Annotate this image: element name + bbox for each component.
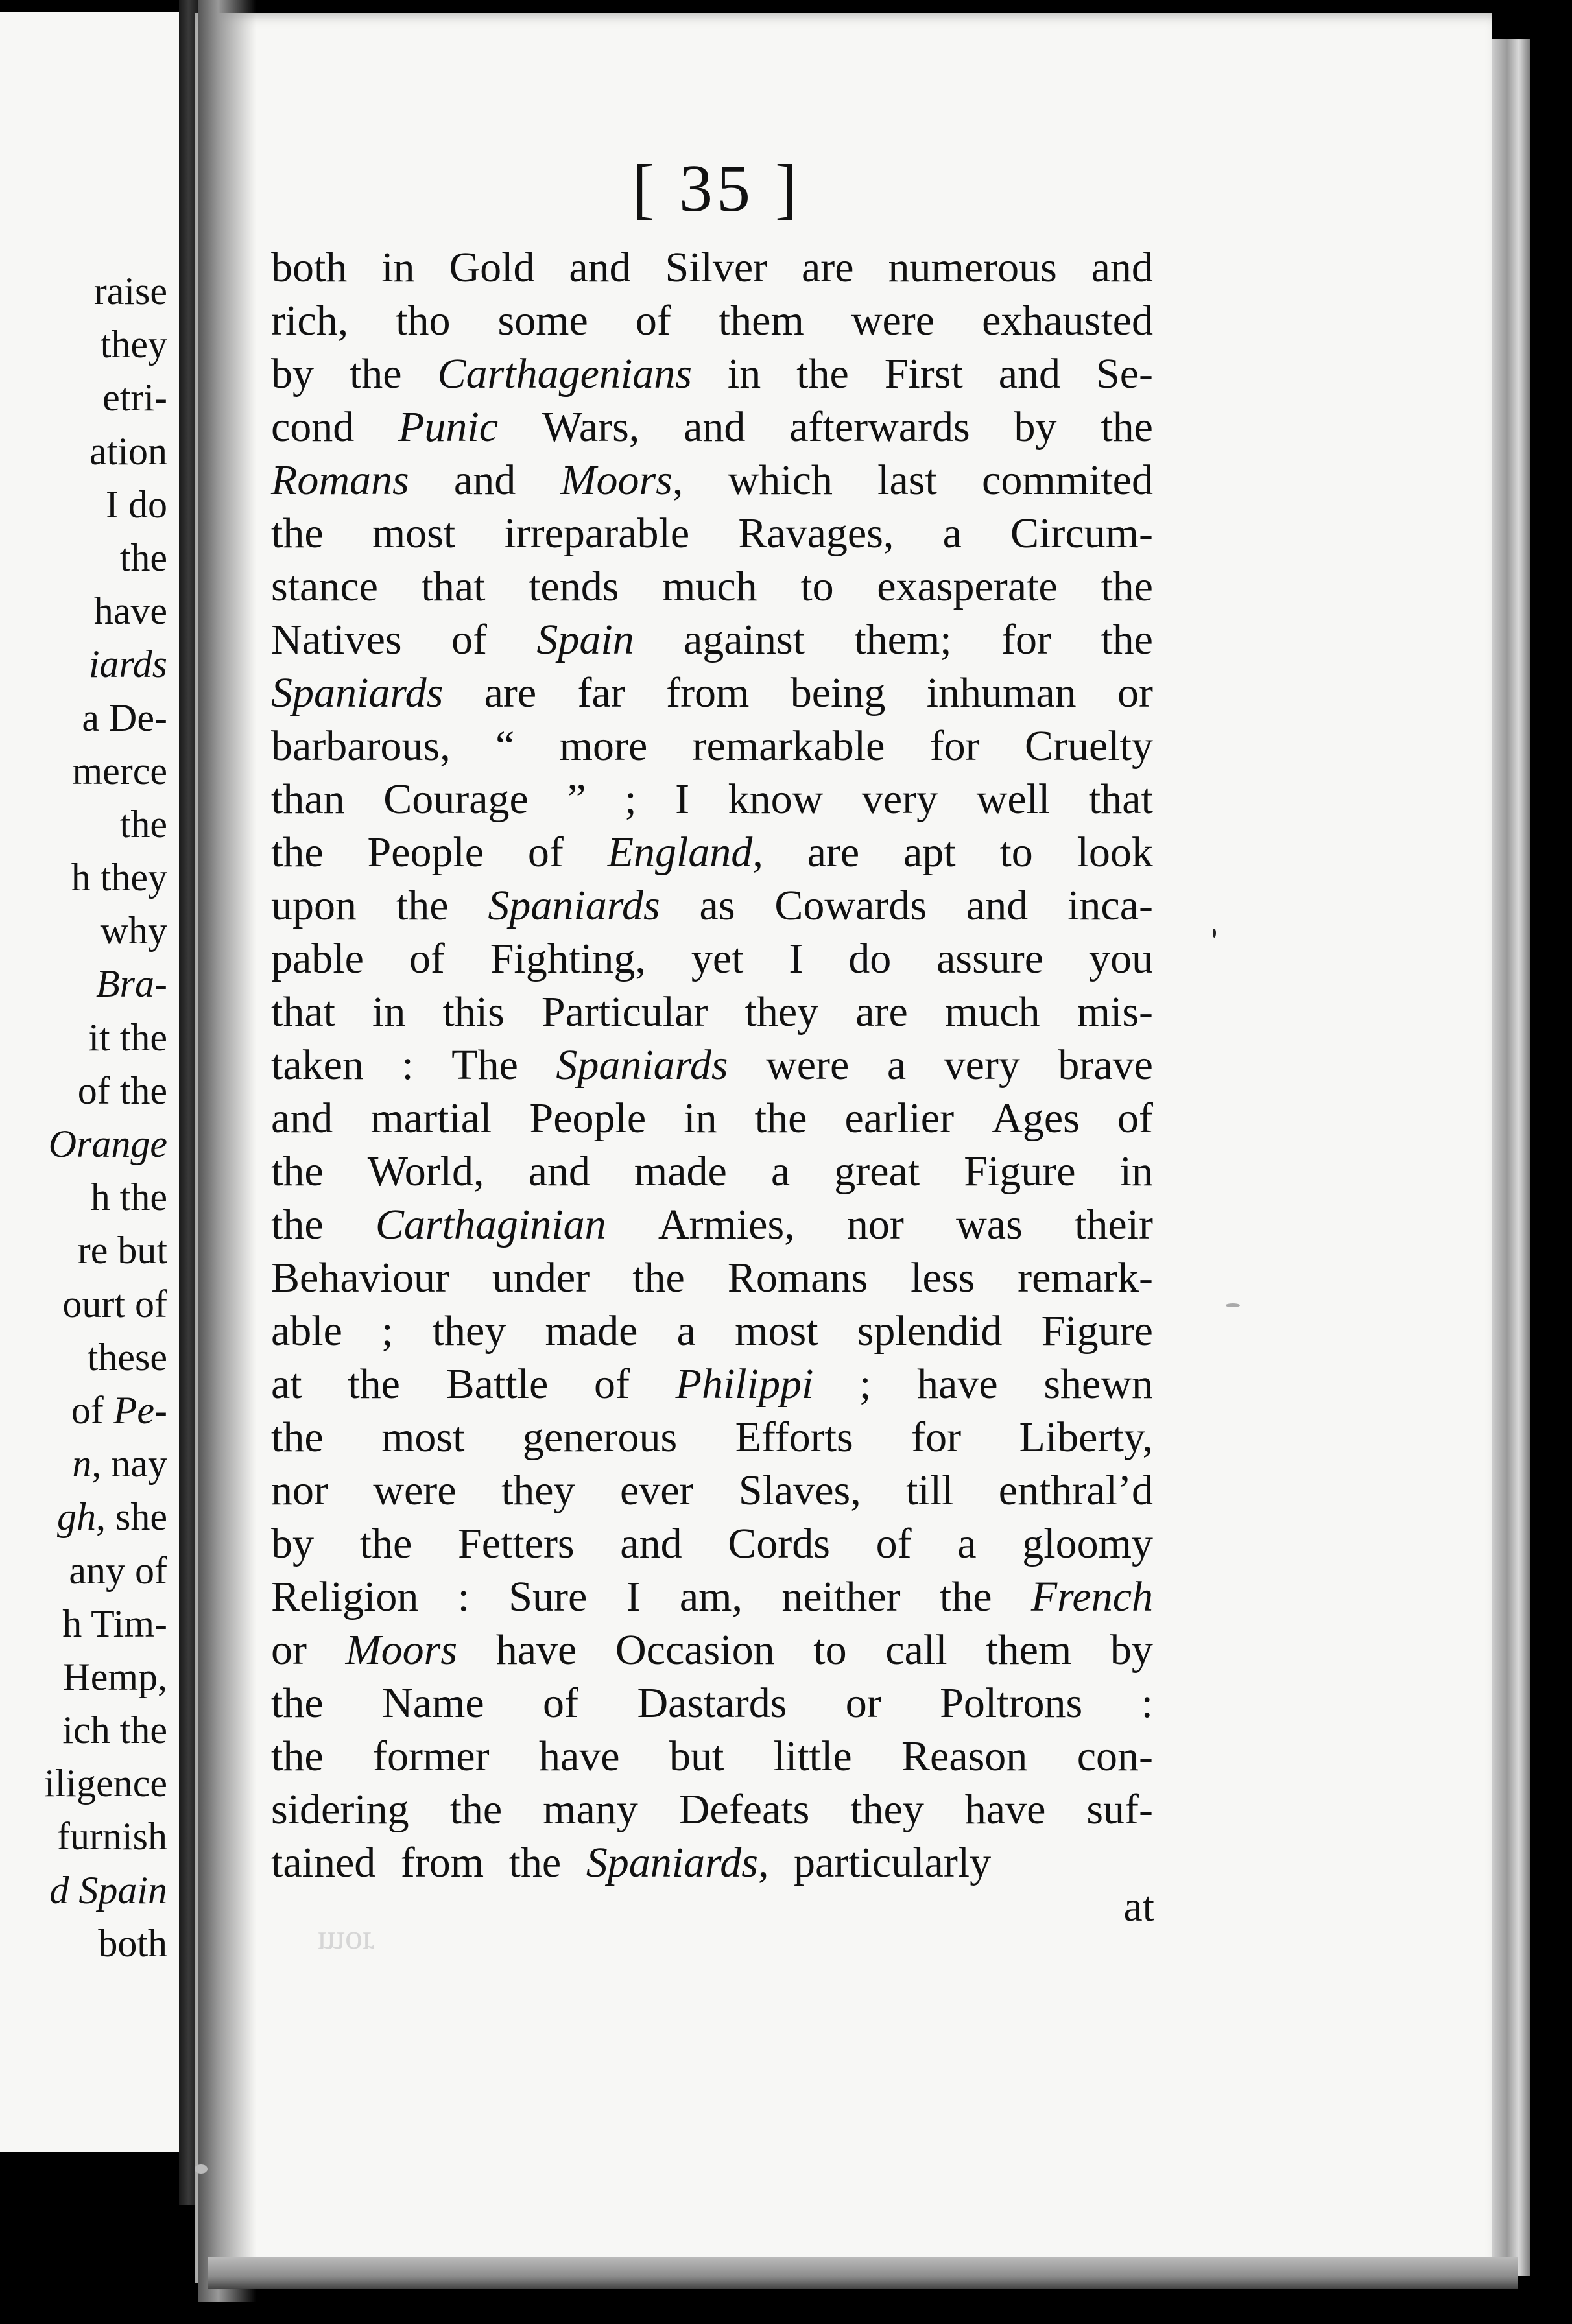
left-text-fragment: ourt of: [62, 1282, 167, 1325]
left-text-fragment: ich the: [62, 1709, 167, 1752]
ink-speck: [195, 2164, 208, 2174]
text-line: the most irreparable Ravages, a Circum-: [271, 510, 1153, 557]
text-line: or Moors have Occasion to call them by: [271, 1626, 1153, 1674]
text-line: that in this Particular they are much mis-: [271, 988, 1153, 1036]
ink-speck: [1213, 929, 1216, 938]
left-text-fragment: etri-: [102, 376, 167, 420]
text-line: nor were they ever Slaves, till enthral’d: [271, 1467, 1153, 1514]
text-line: the Name of Dastards or Poltrons :: [271, 1679, 1153, 1727]
left-text-fragment: furnish: [57, 1815, 167, 1858]
body-text: [271, 241, 1153, 1890]
left-text-fragment: h they: [71, 856, 167, 899]
text-line: upon the Spaniards as Cowards and inca-: [271, 882, 1153, 929]
text-line: by the Carthagenians in the First and Se-: [271, 350, 1153, 397]
text-line: sidering the many Defeats they have suf-: [271, 1786, 1153, 1833]
left-text-fragment: it the: [88, 1015, 167, 1059]
text-line: than Courage ” ; I know very well that: [271, 776, 1153, 823]
text-line: barbarous, “ more remarkable for Cruelty: [271, 722, 1153, 770]
left-text-fragment: why: [100, 909, 167, 953]
text-line: able ; they made a most splendid Figure: [271, 1307, 1153, 1355]
text-line: Spaniards are far from being inhuman or: [271, 669, 1153, 717]
left-text-fragment: have: [93, 589, 167, 633]
left-text-fragment: any of: [69, 1548, 167, 1592]
left-text-fragment: h the: [90, 1176, 167, 1219]
bleed-through-text: mor: [318, 1925, 374, 1963]
left-text-fragment: merce: [72, 749, 167, 792]
left-text-fragment: Orange: [48, 1122, 167, 1165]
text-line: at the Battle of Philippi ; have shewn: [271, 1360, 1153, 1408]
left-text-fragment: h Tim-: [62, 1602, 167, 1645]
left-text-fragment: n, nay: [72, 1442, 167, 1486]
left-text-fragment: Bra-: [96, 962, 167, 1006]
text-line: the Carthaginian Armies, nor was their: [271, 1201, 1153, 1248]
text-line: the most generous Efforts for Liberty,: [271, 1414, 1153, 1461]
left-text-fragment: these: [87, 1335, 167, 1379]
ink-speck: [1226, 1303, 1240, 1307]
left-text-fragment: the: [119, 802, 167, 846]
left-text-fragment: gh, she: [57, 1495, 167, 1539]
text-line: Religion : Sure I am, neither the French: [271, 1573, 1153, 1620]
left-text-fragment: of Pe-: [71, 1388, 167, 1432]
text-line: cond Punic Wars, and afterwards by the: [271, 403, 1153, 451]
left-text-fragment: I do: [106, 482, 167, 526]
left-text-fragment: the: [119, 536, 167, 579]
text-line: Natives of Spain against them; for the: [271, 616, 1153, 663]
catchword: at: [1123, 1883, 1154, 1930]
page-fore-edge: [1492, 39, 1530, 2276]
left-text-fragment: re but: [77, 1229, 167, 1272]
page-number: [ 35 ]: [632, 151, 802, 226]
left-text-fragment: iards: [88, 643, 167, 686]
text-line: and martial People in the earlier Ages of: [271, 1095, 1153, 1142]
text-line: Romans and Moors, which last commited: [271, 456, 1153, 504]
left-text-fragment: raise: [93, 270, 167, 313]
left-text-fragment: ation: [89, 429, 167, 473]
left-text-fragment: they: [100, 323, 167, 366]
left-text-fragment: Hemp,: [62, 1655, 167, 1698]
text-line: stance that tends much to exasperate the: [271, 563, 1153, 610]
left-page: [0, 12, 179, 2152]
text-line: tained from the Spaniards , particularly: [271, 1839, 992, 1886]
left-text-fragment: d Spain: [49, 1868, 167, 1912]
text-line: rich, tho some of them were exhausted: [271, 297, 1153, 344]
page-bottom-edge: [208, 2257, 1518, 2289]
left-text-fragment: both: [98, 1921, 167, 1965]
text-line: the People of England, are apt to look: [271, 829, 1153, 876]
text-line: pable of Fighting, yet I do assure you: [271, 935, 1153, 982]
left-text-fragment: of the: [77, 1069, 167, 1112]
text-line: both in Gold and Silver are numerous and: [271, 244, 1153, 291]
text-line: taken : The Spaniards were a very brave: [271, 1041, 1153, 1089]
text-line: by the Fetters and Cords of a gloomy: [271, 1520, 1153, 1567]
text-line: Behaviour under the Romans less remark-: [271, 1254, 1153, 1301]
left-text-fragment: iligence: [44, 1762, 167, 1805]
left-text-fragment: a De-: [82, 696, 167, 739]
gutter-shadow: [198, 0, 256, 2302]
left-page-text-fragments: [44, 265, 167, 1970]
text-line: the former have but little Reason con-: [271, 1733, 1153, 1780]
text-line: the World, and made a great Figure in: [271, 1148, 1153, 1195]
